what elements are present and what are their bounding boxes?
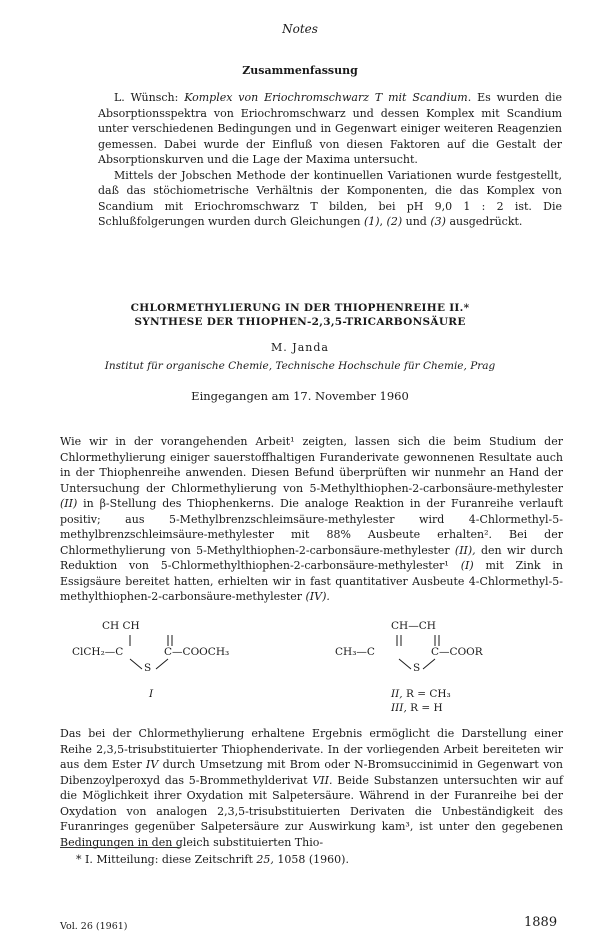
summary-text-1: Es wurden die Absorptionsspektra von Eriochromschwarz und dessen Komplex mit Scandium unter verschiedenen Bedingungen und in Gegenwart einiger weiteren Reagenzien gemessen. Dabei wurde der Einfluß von diesen Faktoren auf die Gestalt der Absorptionskurven und die Lage der Maxima untersucht. xyxy=(98,91,562,166)
structural-formula-ii-iii xyxy=(335,620,535,720)
article-title-line-2: SYNTHESE DER THIOPHEN-2,3,5-TRICARBONSÄURE xyxy=(134,316,466,328)
body-paragraph-2-text: Das bei der Chlormethylierung erhaltene Ergebnis ermöglicht die Darstellung einer Reihe 2,3,5-trisubstituierter Thiophenderivate. In der vorliegenden Arbeit bereiteten wir aus dem Ester IV durch Umsetzung mit Brom oder N-Bromsuccinimid in Gegenwart von Dibenzoylperoxyd das 5-Brommethylderivat VII. Beide Substanzen untersuchten wir auf die Möglichkeit ihrer Oxydation mit Salpetersäure. Während in der Furanreihe bei der Oxydation von analogen 2,3,5-trisubstituierten Derivaten die Unbeständigkeit des Furanringes gegenüber Salpetersäure zur Auswirkung kam³, ist unter den gegebenen Bedingungen in den gleich substituierten Thio- xyxy=(60,727,564,849)
footnote: * I. Mitteilung: diese Zeitschrift 25, 1058 (1960). xyxy=(76,853,349,866)
equation-ref-1: (1) xyxy=(363,215,380,228)
summary-author: L. Wünsch: xyxy=(114,91,179,104)
body-paragraph-1-text: Wie wir in der vorangehenden Arbeit¹ zeigten, lassen sich die beim Studium der Chlormethylierung einiger sauerstoffhaltigen Furanderivate gewonnenen Resultate auch in der Thiophenreihe anwenden. Diesen Befund überprüften wir nunmehr an Hand der Untersuchung der Chlormethylierung von 5-Methylthiophen-2-carbonsäure-methylester (II) in β-Stellung des Thiophenkerns. Die analoge Reaktion in der Furanreihe verlauft positiv; aus 5-Methylbrenzschleimsäure-methylester wird 4-Chlormethyl-5-methylbrenzschleimsäure-methylester mit 88% Ausbeute erhalten². Bei der Chlormethylierung von 5-Methylthiophen-2-carbonsäure-methylester (II), den wir durch Reduktion von 5-Chlormethylthiophen-2-carbonsäure-methylester¹ (I) mit Zink in Essigsäure bereitet hatten, erhielten wir in fast quantitativer Ausbeute 4-Chlormethyl-5-methylthiophen-2-carbonsäure-methylester (IV). xyxy=(60,435,564,603)
summary-text-2: Mittels der Jobschen Methode der kontinuellen Variationen wurde festgestellt, daß das stöchiometrische Verhältnis der Komponenten, die das Komplex von Scandium mit Eriochromschwarz T bilden, bei pH 9,0 1 : 2 ist. Die Schlußfolgerungen wurden durch Gleichungen xyxy=(98,168,562,228)
equation-ref-2: (2) xyxy=(386,215,403,228)
summary-title: Zusammenfassung xyxy=(242,64,358,77)
formula-i-bonds xyxy=(72,620,292,690)
formula-i-left: ClCH₂—C xyxy=(72,646,124,658)
footer-volume: Vol. 26 (1961) xyxy=(60,921,128,932)
summary-and: und xyxy=(405,215,427,228)
formula-iii-label: III, R = H xyxy=(391,702,443,714)
formula-i-label: I xyxy=(149,688,154,700)
article-institute: Institut für organische Chemie, Technische Hochschule für Chemie, Prag xyxy=(104,360,496,372)
body-paragraph-2 xyxy=(60,726,563,850)
formula-i-sulfur: S xyxy=(144,662,152,674)
formula-ii-sulfur: S xyxy=(413,662,421,674)
article-received-date: Eingegangen am 17. November 1960 xyxy=(191,389,409,403)
formula-ii-left: CH₃—C xyxy=(335,646,375,658)
structural-formula-i xyxy=(72,620,292,710)
summary-block xyxy=(98,90,562,230)
article-title-line-1: CHLORMETHYLIERUNG IN DER THIOPHENREIHE II.* xyxy=(130,302,470,314)
running-header: Notes xyxy=(282,22,318,36)
summary-paper-title: Komplex von Eriochromschwarz T mit Scandium. xyxy=(184,91,472,104)
article-author: M. Janda xyxy=(271,341,329,354)
equation-ref-3: (3) xyxy=(430,215,446,228)
formula-ii-label: II, R = CH₃ xyxy=(391,688,451,700)
formula-i-right: C—COOCH₃ xyxy=(164,646,230,658)
article-title xyxy=(0,301,600,329)
formula-ii-right: C—COOR xyxy=(431,646,483,658)
summary-paragraph-1 xyxy=(98,90,562,168)
summary-end: ausgedrückt. xyxy=(449,215,523,228)
page-number: 1889 xyxy=(524,915,558,930)
footnote-divider xyxy=(60,847,180,848)
summary-paragraph-2: Mittels der Jobschen Methode der kontinuellen Variationen wurde festgestellt, daß das stöchiometrische Verhältnis der Komponenten, die das Komplex von Scandium mit Eriochromschwarz T bilden, bei pH 9,0 1 : 2 ist. Die Schlußfolgerungen wurden durch Gleichungen (1), (2) und (3) ausgedrückt. xyxy=(98,168,562,228)
formula-i-top: CH CH xyxy=(102,620,140,632)
body-paragraph-1 xyxy=(60,434,563,605)
formula-ii-bonds xyxy=(335,620,535,690)
formula-ii-top: CH—CH xyxy=(391,620,436,632)
